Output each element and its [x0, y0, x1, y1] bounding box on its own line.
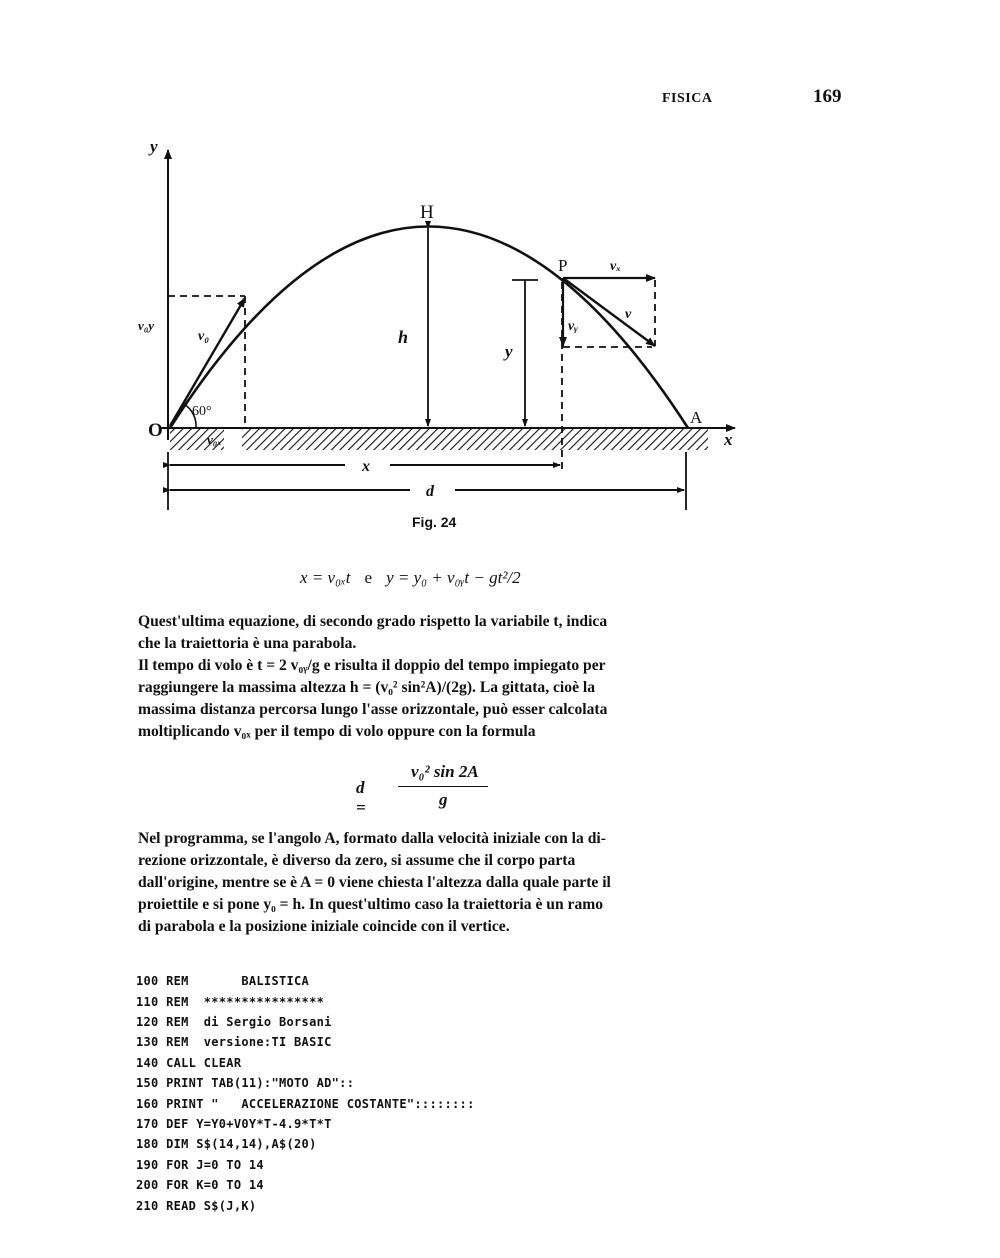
- v0x-label: v₀ₓ: [207, 432, 222, 447]
- code-line: 150 PRINT TAB(11):"MOTO AD"::: [136, 1076, 355, 1091]
- code-line: 190 FOR J=0 TO 14: [136, 1157, 264, 1172]
- x-axis-label: x: [724, 430, 733, 449]
- y-label: y: [505, 342, 513, 361]
- motion-equations: [300, 568, 521, 588]
- code-line: 140 CALL CLEAR: [136, 1055, 242, 1070]
- running-header-section: FISICA: [662, 91, 713, 106]
- paragraph-line: raggiungere la massima altezza h = (v₀² sin²A)/(2g). La gittata, cioè la: [138, 679, 596, 696]
- paragraph-program: [138, 828, 708, 938]
- paragraph-trajectory: [138, 611, 708, 743]
- landing-label: A: [690, 408, 703, 427]
- figure-caption: Fig. 24: [412, 514, 457, 530]
- x-dimension-label: x: [362, 458, 370, 475]
- ground-hatch: [242, 428, 708, 450]
- formula-denominator: g: [439, 790, 448, 809]
- code-line: 170 DEF Y=Y0+V0Y*T-4.9*T*T: [136, 1117, 332, 1132]
- paragraph-line: di parabola e la posizione iniziale coincide con il vertice.: [138, 918, 510, 935]
- code-line: 120 REM di Sergio Borsani: [136, 1015, 332, 1030]
- page-number: 169: [813, 86, 842, 107]
- point-p-label: P: [558, 256, 568, 275]
- code-line: 210 READ S$(J,K): [136, 1198, 257, 1213]
- v0-label: v₀: [198, 329, 210, 344]
- code-line: 130 REM versione:TI BASIC: [136, 1035, 332, 1050]
- paragraph-line: Nel programma, se l'angolo A, formato dalla velocità iniziale con la di-: [138, 830, 606, 847]
- code-line: 110 REM ****************: [136, 994, 325, 1009]
- formula-numerator: v₀² sin 2A: [411, 762, 479, 781]
- paragraph-line: proiettile e si pone y₀ = h. In quest'ultimo caso la traiettoria è un ramo: [138, 896, 604, 913]
- vy-label: vᵧ: [568, 319, 578, 334]
- angle-label: 60°: [192, 404, 212, 419]
- basic-code-listing: [136, 966, 475, 1221]
- d-dimension-label: d: [426, 483, 434, 500]
- formula-lhs: d =: [356, 778, 366, 817]
- apex-label: H: [420, 202, 434, 223]
- code-line: 160 PRINT " ACCELERAZIONE COSTANTE"::::::::: [136, 1096, 475, 1111]
- paragraph-line: Quest'ultima equazione, di secondo grado rispetto la variabile t, indica: [138, 613, 608, 630]
- equation-y: y = y₀ + v₀ᵧt − gt²/2: [386, 568, 521, 587]
- paragraph-line: rezione orizzontale, è diverso da zero, si assume che il corpo parta: [138, 852, 576, 869]
- paragraph-line: moltiplicando v₀ₓ per il tempo di volo oppure con la formula: [138, 723, 536, 740]
- paragraph-line: massima distanza percorsa lungo l'asse orizzontale, può esser calcolata: [138, 701, 608, 718]
- code-line: 100 REM BALISTICA: [136, 974, 310, 989]
- y-axis-label: y: [150, 137, 158, 156]
- v0y-label: v₀y: [138, 318, 155, 333]
- h-label: h: [398, 327, 409, 347]
- trajectory-parabola: [170, 227, 688, 429]
- paragraph-line: Il tempo di volo è t = 2 v₀ᵧ/g e risulta il doppio del tempo impiegato per: [138, 657, 606, 674]
- vx-label: vₓ: [610, 259, 621, 274]
- origin-label: O: [148, 420, 163, 441]
- v-label: v: [625, 307, 632, 322]
- paragraph-line: che la traiettoria è una parabola.: [138, 635, 357, 652]
- equation-conjunction: e: [364, 568, 373, 587]
- equation-x: x = v₀ₓt: [300, 568, 351, 587]
- code-line: 200 FOR K=0 TO 14: [136, 1178, 264, 1193]
- v-vector: [563, 278, 655, 346]
- paragraph-line: dall'origine, mentre se è A = 0 viene chiesta l'altezza dalla quale parte il: [138, 874, 611, 891]
- code-line: 180 DIM S$(14,14),A$(20): [136, 1137, 317, 1152]
- projectile-diagram: [0, 0, 1000, 540]
- fraction-bar: [398, 786, 488, 787]
